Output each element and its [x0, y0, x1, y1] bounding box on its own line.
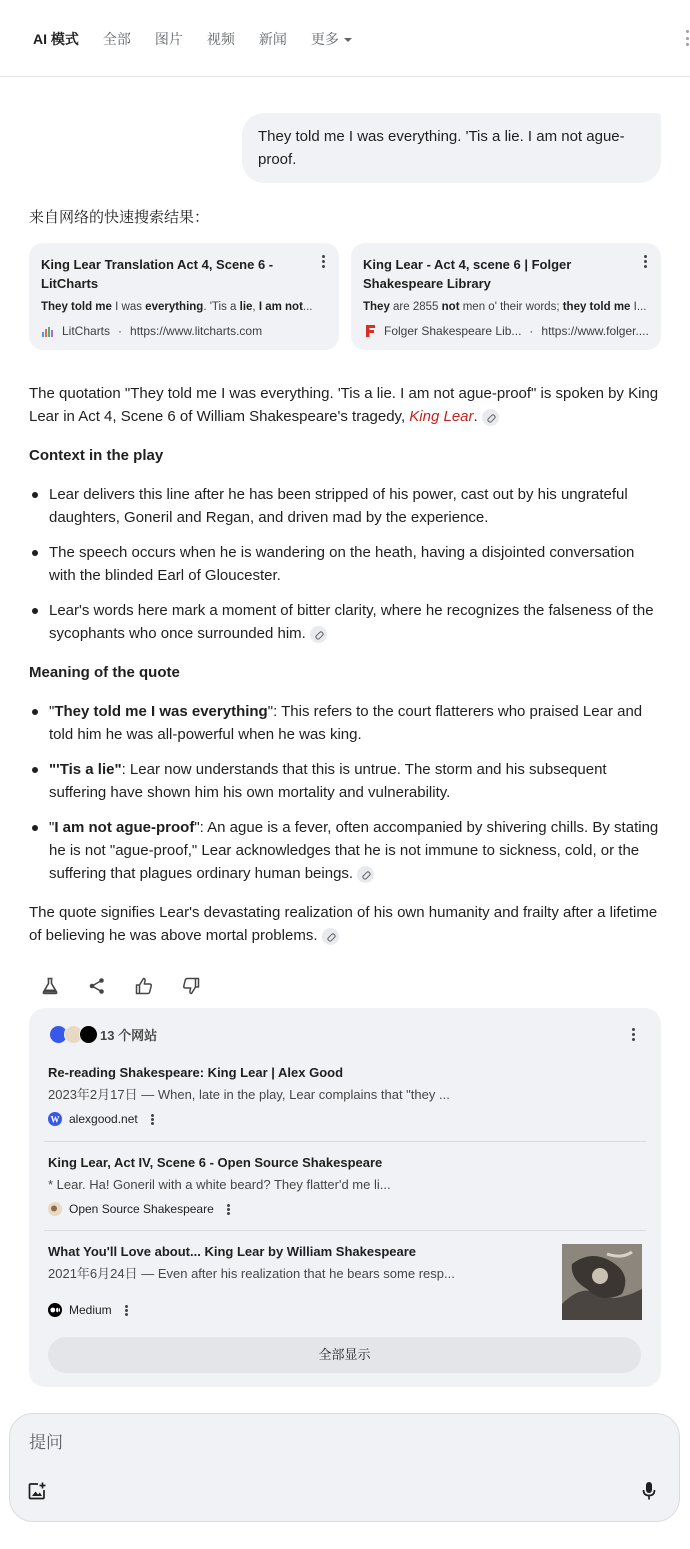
- source-card-title: King Lear - Act 4, scene 6 | Folger Shakespeare Library: [363, 257, 572, 291]
- divider: [44, 1141, 646, 1142]
- microphone-icon[interactable]: [642, 1481, 656, 1501]
- meaning-heading: Meaning of the quote: [29, 664, 180, 681]
- answer-intro: The quotation "They told me I was everything. 'Tis a lie. I am not ague-proof" is spoken by King Lear in Act 4, Scene 6 of William Shakespeare's tragedy, King Lear.: [29, 385, 659, 425]
- quick-results-label: 来自网络的快速搜索结果：: [29, 209, 210, 226]
- context-bullet: The speech occurs when he is wandering on the heath, having a disjointed conversation with the blinded Earl of Gloucester.: [49, 541, 663, 587]
- context-bullet: Lear delivers this line after he has been stripped of his power, cast out by his ungrateful daughters, Goneril and Regan, and driven mad by the experience.: [49, 483, 663, 529]
- medium-logo-icon: [48, 1303, 62, 1317]
- source-card-litcharts[interactable]: [29, 243, 339, 350]
- site-menu-icon[interactable]: [125, 1305, 128, 1316]
- share-icon[interactable]: [87, 976, 107, 996]
- site-item-snippet: 2023年2月17日 — When, late in the play, Lear complains that "they ...: [48, 1087, 450, 1102]
- wordpress-logo-icon: [48, 1112, 62, 1126]
- svg-text:W: W: [50, 1114, 60, 1125]
- site-item[interactable]: [48, 1064, 646, 1126]
- source-card-snippet: They are 2855 not men o' their words; they told me I...: [363, 301, 647, 313]
- search-tabs: [33, 30, 376, 48]
- tab-more-label: 更多: [310, 31, 339, 47]
- link-icon[interactable]: [482, 409, 499, 426]
- site-item-source: Open Source Shakespeare: [48, 1202, 646, 1216]
- site-item-snippet: * Lear. Ha! Goneril with a white beard? They flatter'd me li...: [48, 1177, 391, 1192]
- meaning-bullet: "They told me I was everything": This refers to the court flatterers who praised Lear and told him he was all-powerful when he was king.: [49, 700, 663, 746]
- site-item[interactable]: [48, 1154, 646, 1216]
- panel-menu-icon[interactable]: [632, 1028, 635, 1041]
- tab-all[interactable]: 全部: [102, 31, 131, 47]
- tab-ai-mode[interactable]: AI 模式: [33, 31, 79, 47]
- card-menu-icon[interactable]: [322, 255, 325, 268]
- thumbs-up-icon[interactable]: [134, 976, 154, 996]
- context-heading: Context in the play: [29, 447, 164, 464]
- tab-videos[interactable]: 视频: [206, 31, 235, 47]
- sites-count: 13 个网站: [100, 1028, 158, 1043]
- source-card-site: Folger Shakespeare Lib... · https://www.folger....: [363, 324, 649, 338]
- tab-images[interactable]: 图片: [154, 31, 183, 47]
- ask-input[interactable]: [29, 1433, 629, 1453]
- link-icon[interactable]: [322, 928, 339, 945]
- site-item-title: Re-reading Shakespeare: King Lear | Alex Good: [48, 1065, 344, 1080]
- flask-icon[interactable]: [40, 976, 60, 996]
- divider: [44, 1230, 646, 1231]
- link-icon[interactable]: [310, 626, 327, 643]
- top-bar: [0, 0, 690, 77]
- context-bullet: Lear's words here mark a moment of bitter clarity, where he recognizes the falseness of the sycophants who once surrounded him.: [49, 599, 663, 645]
- card-menu-icon[interactable]: [644, 255, 647, 268]
- tab-news[interactable]: 新闻: [258, 31, 287, 47]
- medium-logo-icon: [79, 1025, 98, 1044]
- chevron-down-icon: [344, 38, 352, 42]
- meaning-bullet: "'Tis a lie": Lear now understands that this is untrue. The storm and his subsequent suffering have shown him his own mortality and vulnerability.: [49, 758, 663, 804]
- source-card-snippet: They told me I was everything. 'Tis a lie, I am not...: [41, 301, 313, 313]
- site-item-source: W alexgood.net: [48, 1112, 646, 1126]
- site-avatars: [49, 1025, 94, 1044]
- litcharts-logo-icon: [41, 324, 55, 338]
- article-thumbnail[interactable]: [562, 1244, 642, 1320]
- meaning-bullet: "I am not ague-proof": An ague is a fever, often accompanied by shivering chills. By stating he is not "ague-proof," Lear acknowledges that he is not immune to sickness, cold, or the suffering that plagues ordinary human beings.: [49, 816, 663, 885]
- add-image-icon[interactable]: [27, 1481, 47, 1501]
- source-card-title: King Lear Translation Act 4, Scene 6 - LitCharts: [41, 257, 274, 291]
- open-source-shakespeare-logo-icon: [48, 1202, 62, 1216]
- user-query-bubble: They told me I was everything. 'Tis a lie. I am not ague-proof.: [242, 113, 661, 183]
- site-menu-icon[interactable]: [227, 1204, 230, 1215]
- ask-box: [9, 1413, 680, 1522]
- source-card-site: LitCharts · https://www.litcharts.com: [41, 324, 262, 338]
- king-lear-link[interactable]: King Lear: [409, 408, 474, 425]
- link-icon[interactable]: [357, 866, 374, 883]
- site-item[interactable]: [48, 1243, 548, 1317]
- thumbs-down-icon[interactable]: [181, 976, 201, 996]
- site-item-snippet: 2021年6月24日 — Even after his realization that he bears some resp...: [48, 1266, 455, 1281]
- site-menu-icon[interactable]: [151, 1114, 154, 1125]
- site-item-title: King Lear, Act IV, Scene 6 - Open Source Shakespeare: [48, 1155, 383, 1170]
- answer-actions: [40, 976, 201, 996]
- site-item-source: Medium: [48, 1303, 548, 1317]
- sites-panel-header[interactable]: [49, 1025, 157, 1044]
- show-all-button[interactable]: 全部显示: [48, 1337, 641, 1373]
- folger-logo-icon: [363, 324, 377, 338]
- source-card-folger[interactable]: [351, 243, 661, 350]
- sites-panel: [29, 1008, 661, 1387]
- answer-conclusion: The quote signifies Lear's devastating realization of his own humanity and frailty after a lifetime of believing he was above mortal problems.: [29, 904, 658, 944]
- site-item-title: What You'll Love about... King Lear by William Shakespeare: [48, 1244, 417, 1259]
- tab-more[interactable]: [311, 30, 352, 48]
- more-vert-icon[interactable]: [686, 30, 690, 46]
